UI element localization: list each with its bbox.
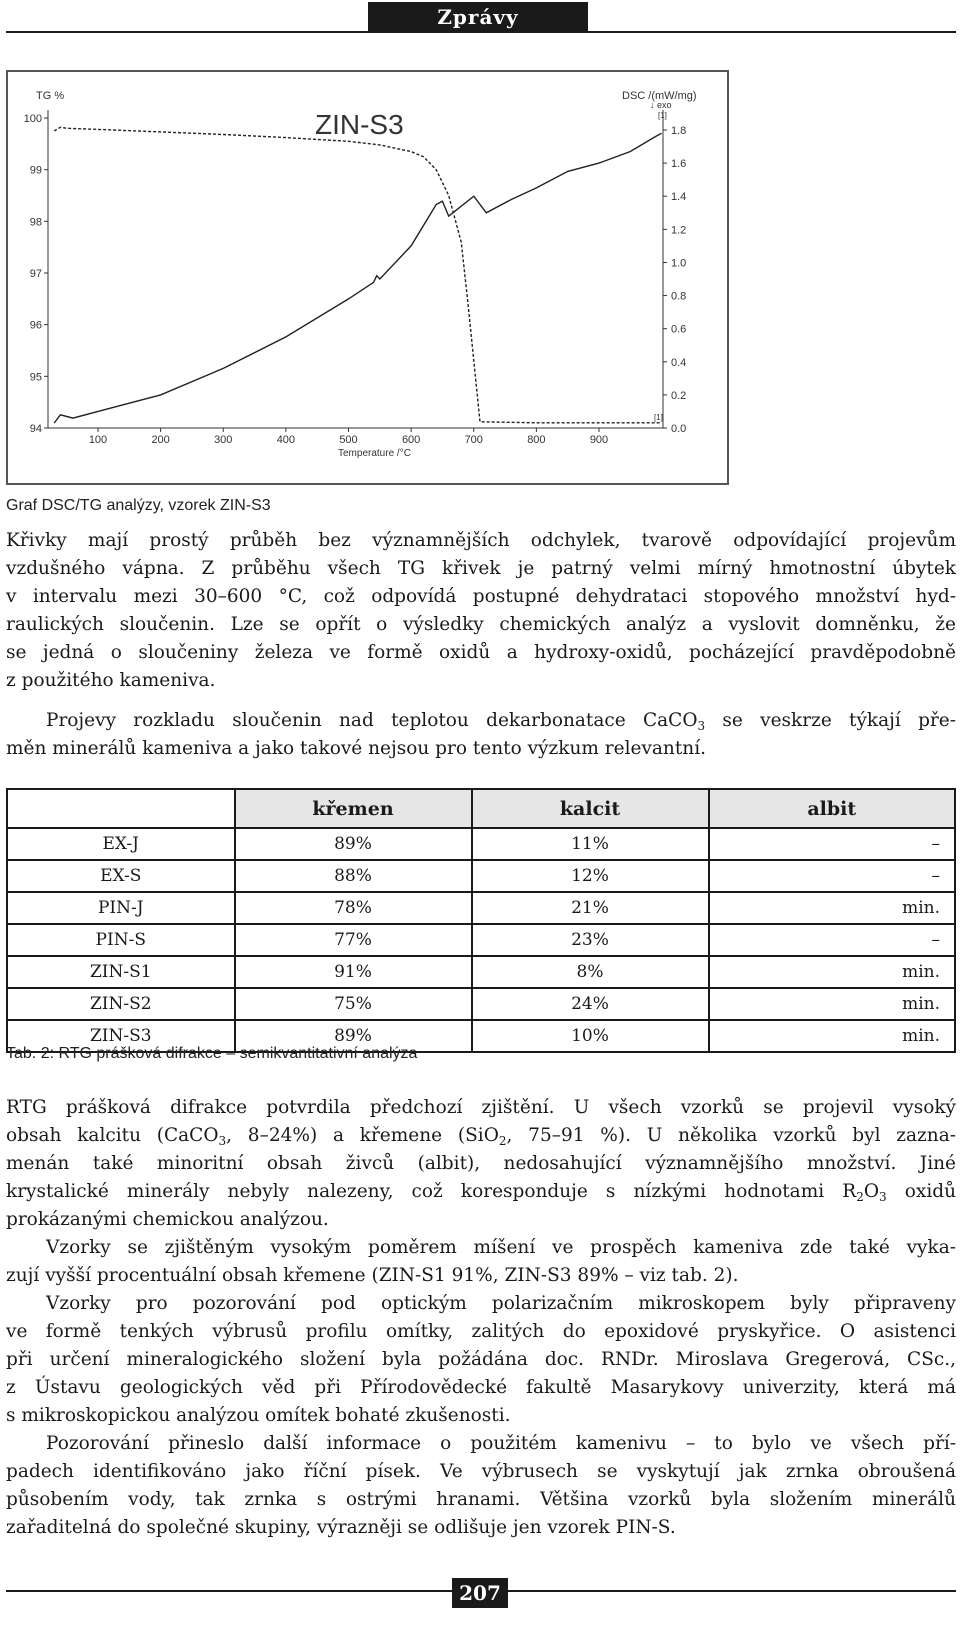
chart-title: ZIN-S3 [315, 109, 404, 140]
value-cell: 11% [472, 828, 709, 860]
x-axis-title: Temperature /°C [338, 448, 411, 459]
text-line: Projevy rozkladu sloučenin nad teplotou dekarbonatace CaCO$_3$ se veskrze týkají pře- [46, 710, 956, 733]
value-cell: 91% [235, 956, 472, 988]
y-right-tick-label: 1.6 [671, 158, 687, 171]
table-header-row [7, 789, 955, 828]
x-tick-label: 100 [88, 434, 108, 446]
y-left-tick-label: 98 [29, 216, 42, 229]
text-line: Křivky mají prostý průběh bez významnějších odchylek, tvarově odpovídající projevům [6, 530, 956, 551]
text-line: Pozorování přineslo další informace o použitém kamenivu – to bylo ve všech pří- [46, 1433, 956, 1454]
table-row [7, 956, 955, 988]
text-line: z použitého kameniva. [6, 670, 216, 691]
y-right-tick-label: 1.0 [671, 257, 687, 270]
bracket-marker-top: [1] [658, 111, 667, 120]
text-line: měn minerálů kameniva a jako takové nejsou pro tento výzkum relevantní. [6, 738, 706, 759]
rtg-table [6, 788, 956, 1053]
y-right-tick-label: 1.8 [671, 125, 687, 137]
sample-name-cell: ZIN-S1 [7, 956, 235, 988]
text-line: působením vody, tak zrnka s ostrými hranami. Většina vzorků byla složením minerálů [6, 1489, 956, 1510]
y-left-tick-label: 97 [29, 268, 42, 280]
table-header-cell: kalcit [472, 789, 709, 828]
text-line: při určení mineralogického složení byla požádána doc. RNDr. Miroslava Gregerová, CSc., [6, 1349, 956, 1370]
text-line: prokázanými chemickou analýzou. [6, 1209, 329, 1230]
sample-name-cell: EX-J [7, 828, 235, 860]
text-line: vzdušného vápna. Z průběhu všech TG křivek je patrný velmi mírný hmotnostní úbytek [6, 558, 956, 579]
tg-curve [54, 127, 661, 423]
text-line: se jedná o sloučeniny železa ve formě oxidů a hydroxy-oxidů, pocházející pravděpodobně [6, 642, 956, 663]
text-line: s mikroskopickou analýzou omítek bohaté zkušenosti. [6, 1405, 511, 1426]
bracket-marker-bottom: [1] [654, 413, 663, 422]
value-cell: min. [709, 988, 955, 1020]
paragraph-5 [6, 1290, 956, 1430]
exo-note: ↓ exo [650, 100, 672, 110]
table-header-cell: křemen [235, 789, 472, 828]
text-line: zařaditelná do společné skupiny, výrazněji se odlišuje jen vzorek PIN-S. [6, 1517, 676, 1538]
text-line: menán také minoritní obsah živců (albit), nedosahující významnějšího množství. Jiné [6, 1153, 956, 1174]
table-row [7, 924, 955, 956]
value-cell: 88% [235, 860, 472, 892]
value-cell: – [709, 924, 955, 956]
paragraph-1 [6, 527, 956, 695]
y-right-tick-label: 0.8 [671, 290, 687, 303]
sample-name-cell: ZIN-S3 [7, 1020, 235, 1052]
value-cell: 77% [235, 924, 472, 956]
paragraph-4 [6, 1234, 956, 1290]
sample-name-cell: ZIN-S2 [7, 988, 235, 1020]
value-cell: 75% [235, 988, 472, 1020]
table-caption: Tab. 2: RTG prášková difrakce – semikvantitativní analýza [6, 1045, 418, 1062]
x-tick-label: 200 [151, 434, 170, 446]
table-header-cell: albit [709, 789, 955, 828]
text-line: krystalické minerály nebyly nalezeny, což koresponduje s nízkými hodnotami $R_2O_3$ oxidů [6, 1181, 956, 1204]
text-line: RTG prášková difrakce potvrdila předchozí zjištění. U všech vzorků se projevil vysoký [6, 1097, 956, 1118]
x-tick-label: 400 [276, 434, 296, 446]
value-cell: – [709, 860, 955, 892]
y-right-tick-label: 0.6 [671, 323, 687, 336]
text-line: Vzorky se zjištěným vysokým poměrem míšení ve prospěch kameniva zde také vyka- [46, 1237, 956, 1258]
figure-caption: Graf DSC/TG analýzy, vzorek ZIN-S3 [6, 497, 271, 514]
value-cell: min. [709, 956, 955, 988]
value-cell: 23% [472, 924, 709, 956]
paragraph-3 [6, 1094, 956, 1234]
page-number: 207 [452, 1578, 508, 1608]
sample-name-cell: PIN-S [7, 924, 235, 956]
x-tick-label: 600 [401, 434, 421, 446]
table-row [7, 860, 955, 892]
text-line: Vzorky pro pozorování pod optickým polarizačním mikroskopem byly připraveny [46, 1293, 956, 1314]
sample-name-cell: EX-S [7, 860, 235, 892]
y-right-tick-label: 1.4 [671, 191, 687, 204]
paragraph-6 [6, 1430, 956, 1542]
dsc-tg-chart [8, 72, 727, 483]
text-line: raulických sloučenin. Lze se opřít o výsledky chemických analýz a vyslovit domněnku, že [6, 614, 956, 635]
dsc-tg-figure [6, 70, 729, 485]
y-left-tick-label: 96 [29, 319, 42, 332]
value-cell: 89% [235, 828, 472, 860]
table-row [7, 892, 955, 924]
text-line: v intervalu mezi 30–600 °C, což odpovídá postupné dehydrataci stopového množství hyd- [6, 586, 956, 607]
value-cell: 21% [472, 892, 709, 924]
sample-name-cell: PIN-J [7, 892, 235, 924]
table-row [7, 988, 955, 1020]
text-line: ve formě tenkých výbrusů profilu omítky, zalitých do epoxidové pryskyřice. O asistenci [6, 1321, 956, 1342]
y-right-tick-label: 0.2 [671, 389, 687, 402]
y-left-tick-label: 100 [23, 113, 42, 125]
dsc-curve [54, 133, 661, 423]
x-tick-label: 900 [589, 434, 609, 446]
value-cell: – [709, 828, 955, 860]
section-title: Zprávy [368, 2, 588, 33]
value-cell: 89% [235, 1020, 472, 1052]
y-axis-left-title: TG % [36, 90, 65, 102]
x-tick-label: 800 [527, 434, 546, 446]
value-cell: 8% [472, 956, 709, 988]
x-tick-label: 300 [214, 434, 233, 446]
table-header-cell [7, 789, 235, 828]
x-tick-label: 500 [339, 434, 358, 446]
value-cell: 12% [472, 860, 709, 892]
value-cell: 24% [472, 988, 709, 1020]
value-cell: 10% [472, 1020, 709, 1052]
y-right-tick-label: 0.0 [671, 423, 687, 435]
text-line: z Ústavu geologických věd při Přírodovědecké fakultě Masarykovy univerzity, která má [6, 1377, 956, 1398]
text-line: zují vyšší procentuální obsah křemene (ZIN-S1 91%, ZIN-S3 89% – viz tab. 2). [6, 1265, 739, 1286]
x-tick-label: 700 [464, 434, 483, 446]
y-left-tick-label: 94 [29, 423, 42, 435]
value-cell: min. [709, 1020, 955, 1052]
text-line: obsah kalcitu (CaCO$_3$, 8–24%) a křemene (SiO$_2$, 75–91 %). U několika vzorků byl zazna- [6, 1125, 956, 1148]
y-left-tick-label: 99 [29, 164, 42, 177]
y-axis-right-title: DSC /(mW/mg) [622, 90, 697, 102]
text-line: padech identifikováno jako říční písek. Ve výbrusech se vyskytují jak zrnka obroušená [6, 1461, 956, 1482]
paragraph-2 [6, 707, 956, 763]
table-row [7, 828, 955, 860]
y-right-tick-label: 1.2 [671, 224, 687, 237]
y-left-tick-label: 95 [29, 371, 42, 384]
value-cell: 78% [235, 892, 472, 924]
y-right-tick-label: 0.4 [671, 356, 687, 369]
value-cell: min. [709, 892, 955, 924]
